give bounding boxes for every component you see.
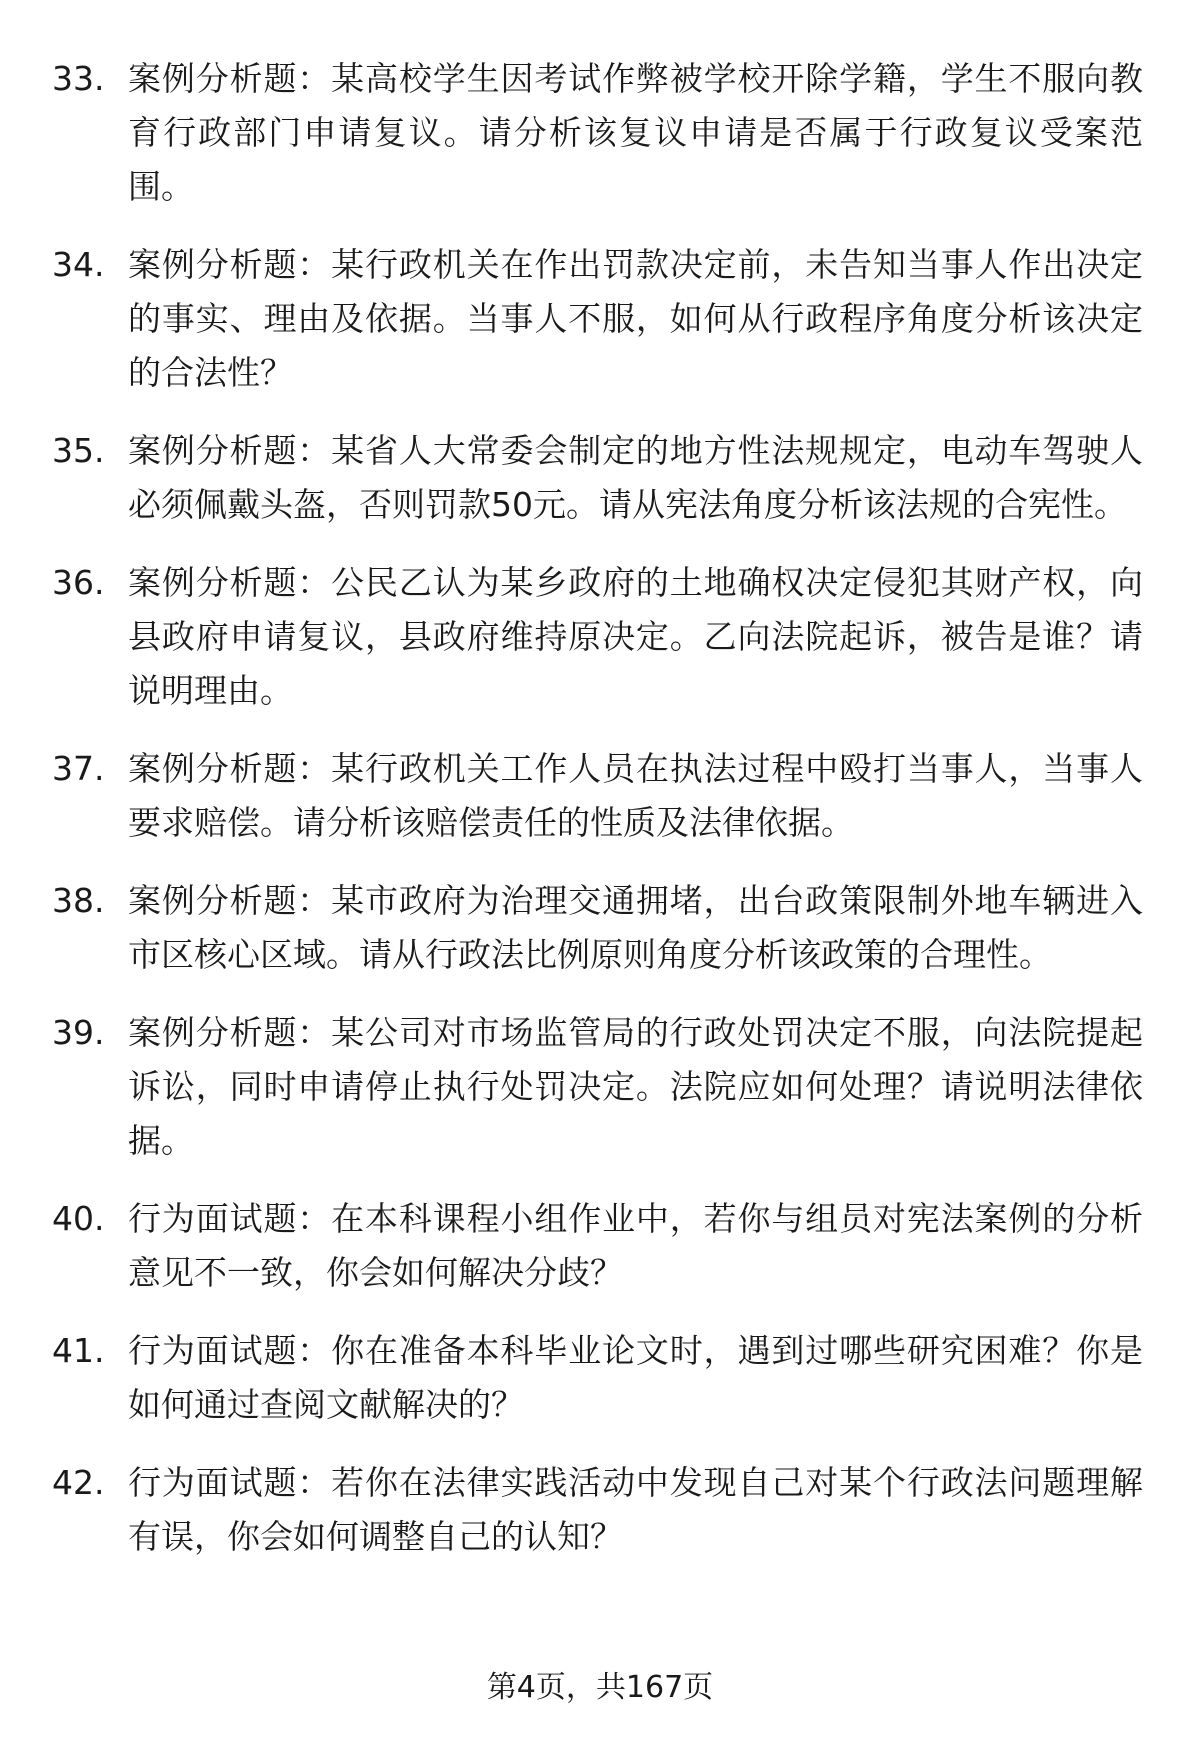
question-number: 33. [52, 59, 105, 98]
page-number-label: 第4页，共167页 [486, 1670, 714, 1705]
question-text: 案例分析题：某省人大常委会制定的地方性法规规定，电动车驾驶人必须佩戴头盔，否则罚款50元。请从宪法角度分析该法规的合宪性。 [128, 431, 1143, 524]
question-number: 42. [52, 1463, 105, 1502]
question-item [0, 238, 1200, 400]
question-number: 37. [52, 749, 105, 788]
question-text: 案例分析题：公民乙认为某乡政府的土地确权决定侵犯其财产权，向县政府申请复议，县政府维持原决定。乙向法院起诉，被告是谁？请说明理由。 [128, 563, 1143, 710]
question-item [0, 1006, 1200, 1168]
question-item [0, 874, 1200, 982]
question-list [0, 52, 1200, 1588]
question-item [0, 1192, 1200, 1300]
question-number: 41. [52, 1331, 105, 1370]
question-number: 34. [52, 245, 105, 284]
question-text: 案例分析题：某高校学生因考试作弊被学校开除学籍，学生不服向教育行政部门申请复议。请分析该复议申请是否属于行政复议受案范围。 [128, 59, 1143, 206]
question-number: 40. [52, 1199, 105, 1238]
question-item [0, 1456, 1200, 1564]
question-item [0, 52, 1200, 214]
question-item [0, 742, 1200, 850]
question-item [0, 424, 1200, 532]
question-text: 案例分析题：某行政机关工作人员在执法过程中殴打当事人，当事人要求赔偿。请分析该赔偿责任的性质及法律依据。 [128, 749, 1143, 842]
question-text: 案例分析题：某市政府为治理交通拥堵，出台政策限制外地车辆进入市区核心区域。请从行政法比例原则角度分析该政策的合理性。 [128, 881, 1143, 974]
question-number: 35. [52, 431, 105, 470]
page-footer [0, 1666, 1200, 1710]
question-item [0, 556, 1200, 718]
question-text: 行为面试题：若你在法律实践活动中发现自己对某个行政法问题理解有误，你会如何调整自己的认知？ [128, 1463, 1143, 1556]
question-text: 行为面试题：你在准备本科毕业论文时，遇到过哪些研究困难？你是如何通过查阅文献解决的？ [128, 1331, 1143, 1424]
question-number: 38. [52, 881, 105, 920]
question-text: 行为面试题：在本科课程小组作业中，若你与组员对宪法案例的分析意见不一致，你会如何解决分歧？ [128, 1199, 1143, 1292]
question-text: 案例分析题：某公司对市场监管局的行政处罚决定不服，向法院提起诉讼，同时申请停止执行处罚决定。法院应如何处理？请说明法律依据。 [128, 1013, 1143, 1160]
question-number: 39. [52, 1013, 105, 1052]
question-text: 案例分析题：某行政机关在作出罚款决定前，未告知当事人作出决定的事实、理由及依据。当事人不服，如何从行政程序角度分析该决定的合法性？ [128, 245, 1143, 392]
question-item [0, 1324, 1200, 1432]
question-number: 36. [52, 563, 105, 602]
